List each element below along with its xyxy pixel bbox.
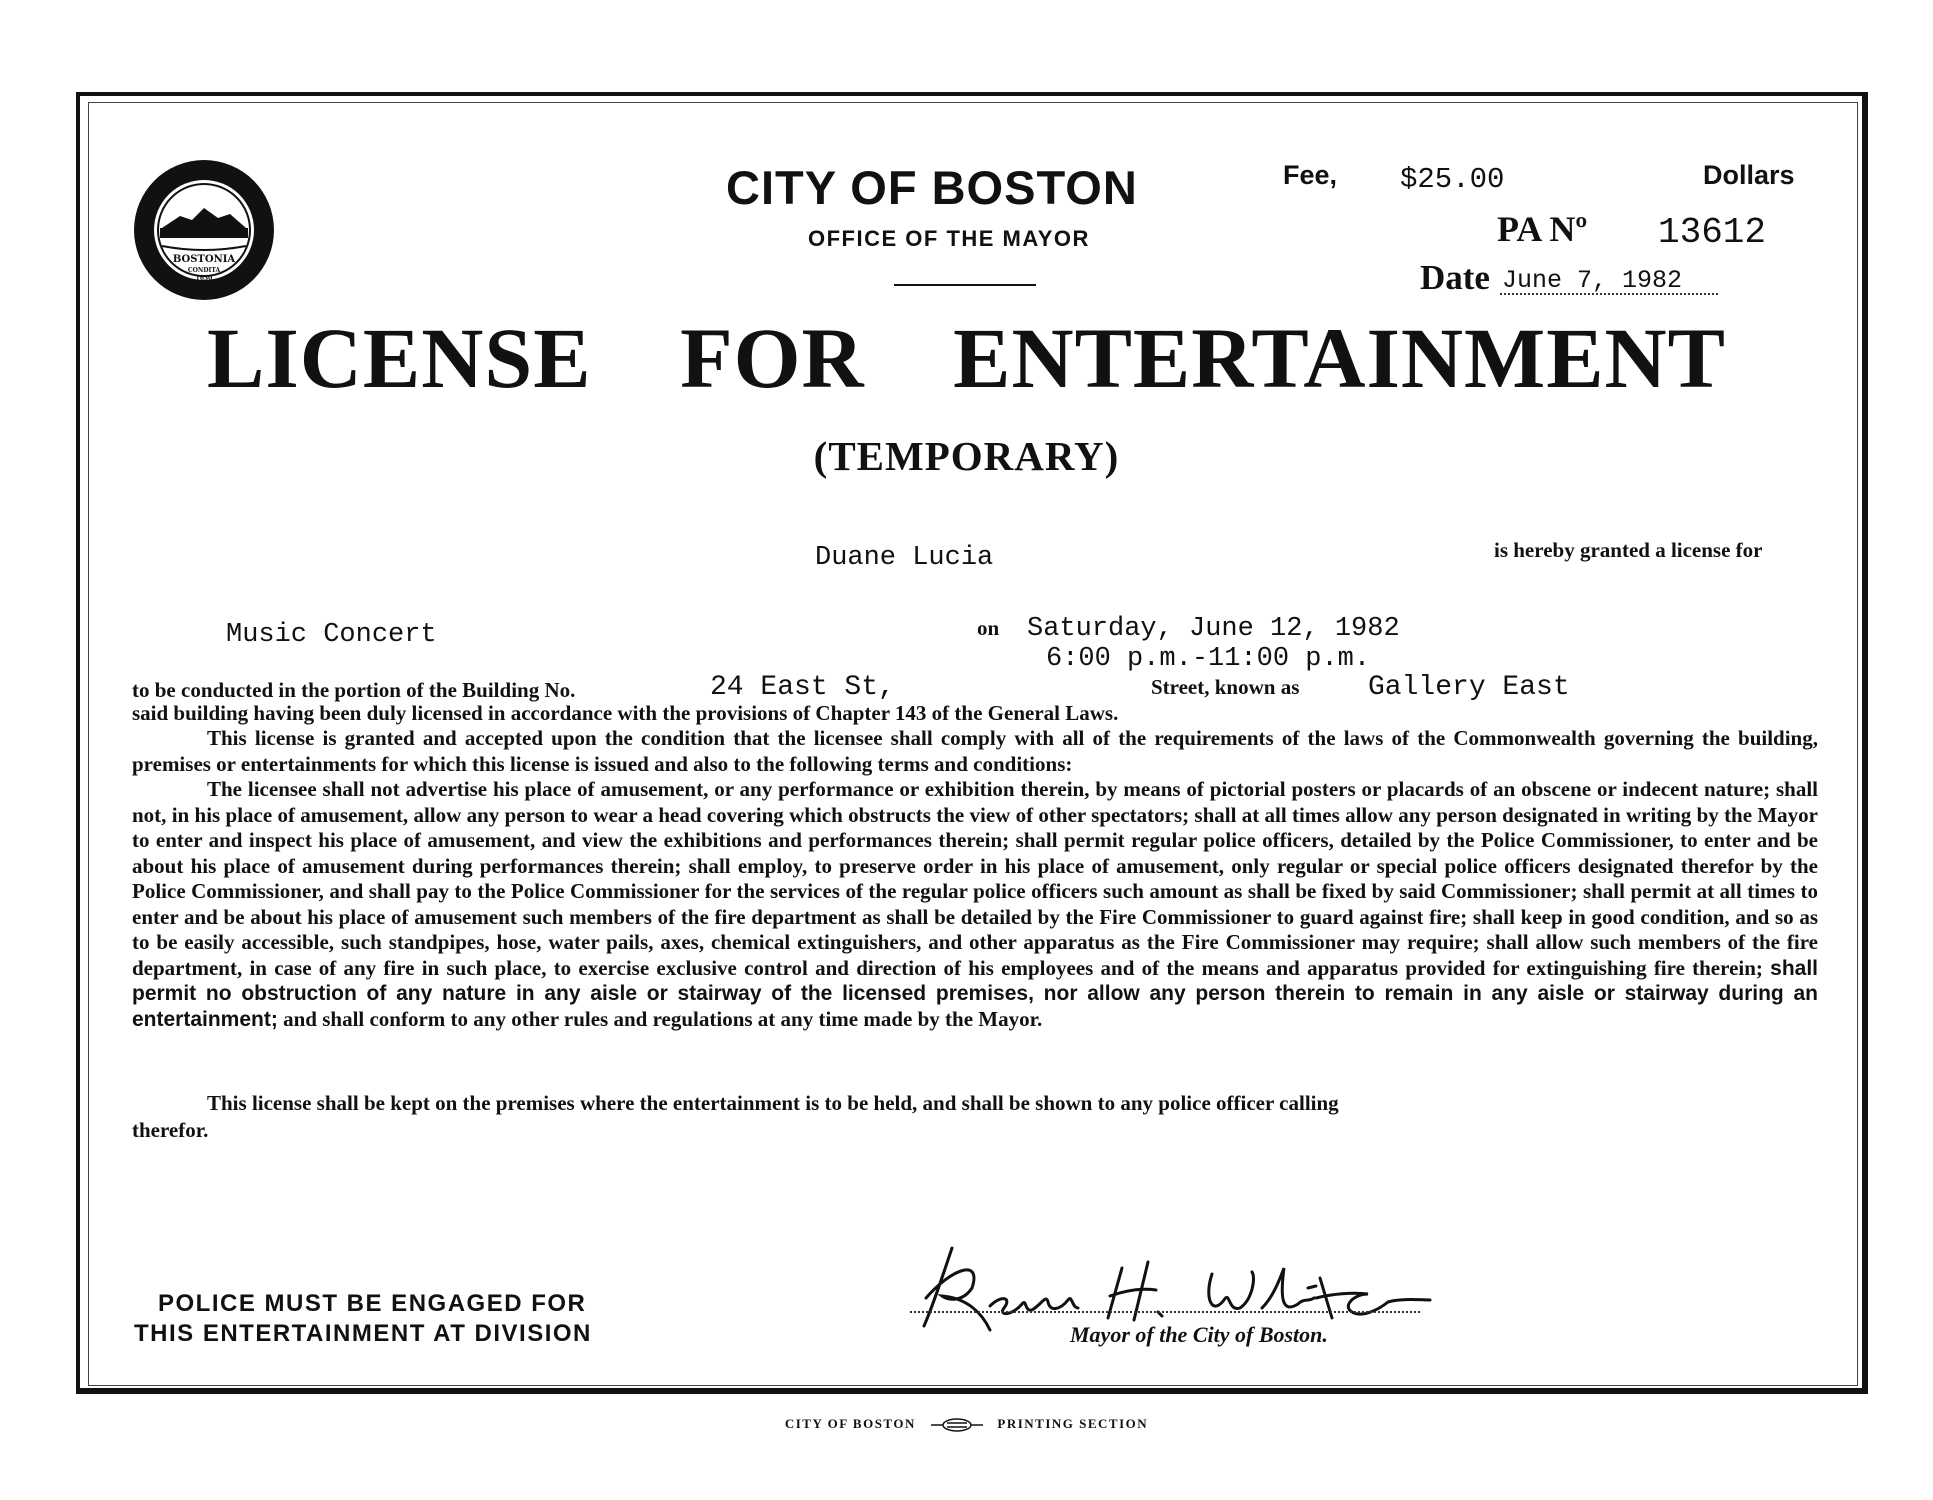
pa-number: 13612	[1658, 212, 1767, 253]
building-number: 24 East St,	[710, 672, 895, 703]
terms-body	[132, 726, 1818, 1032]
printing-right-text: PRINTING SECTION	[997, 1416, 1149, 1431]
city-seal-icon	[132, 158, 276, 302]
office-heading: OFFICE OF THE MAYOR	[808, 226, 1090, 251]
printing-credit	[0, 1416, 1933, 1432]
police-notice-line2: THIS ENTERTAINMENT AT DIVISION	[134, 1320, 592, 1347]
granted-text: is hereby granted a license for	[1494, 538, 1763, 562]
svg-text:1630: 1630	[195, 275, 213, 282]
svg-text:CONDITA: CONDITA	[187, 267, 221, 274]
pa-label: PA Nº	[1497, 209, 1588, 249]
licensed-text: said building having been duly licensed in accordance with the provisions of Chapter 143 of the General Laws.	[132, 701, 1119, 725]
terms-aisle-warning: shall permit no obstruction of any nature in any aisle or stairway of the licensed premises, nor allow any person therein to remain in any aisle or stairway during an entertainment;	[132, 956, 1818, 1031]
police-notice-line1: POLICE MUST BE ENGAGED FOR	[158, 1290, 587, 1317]
terms-closing-text: and shall conform to any other rules and regulations at any time made by the Mayor.	[283, 1006, 1043, 1031]
venue-name: Gallery East	[1368, 672, 1570, 703]
date-value: June 7, 1982	[1502, 266, 1683, 295]
fee-label: Fee,	[1283, 160, 1338, 190]
terms-paragraph-1: This license is granted and accepted upon the condition that the licensee shall comply with all of the requirements of the laws of the Commonwealth governing the building, premises or entertainments for which this license is issued and also to the following terms and conditions:	[132, 726, 1818, 776]
mayor-caption: Mayor of the City of Boston.	[1070, 1322, 1328, 1347]
event-type: Music Concert	[226, 620, 437, 650]
date-label: Date	[1420, 258, 1490, 297]
keep-on-premises	[132, 1090, 1392, 1144]
printing-left-text: CITY OF BOSTON	[784, 1416, 916, 1431]
terms-conditions-text: The licensee shall not advertise his place of amusement, or any performance or exhibition therein, by means of pictorial posters or placards of an obscene or indecent nature; shall not, in his place of amusement, allow any person to wear a head covering which obstructs the view of other spectators; shall at all times allow any person designated in writing by the Mayor to enter and inspect his place of amusement, and view the exhibitions and performances therein; shall permit regular police officers, detailed by the Police Commissioner, to enter and be about his place of amusement during performances therein; shall employ, to preserve order in his place of amusement, only regular or special police officers designated therefor by the Police Commissioner, and shall pay to the Police Commissioner for the services of the regular police officers such amount as shall be fixed by said Commissioner; shall permit at all times to enter and be about his place of amusement such members of the fire department as shall be detailed by the Fire Commissioner to guard against fire; shall keep in good condition, and so as to be easily accessible, such standpipes, hose, water pails, axes, chemical extinguishers, and other apparatus as the Fire Commissioner may require; shall allow such members of the fire department, in case of any fire in such place, to exercise exclusive control and direction of his employees and of the means and apparatus provided for extinguishing fire therein;	[132, 777, 1818, 980]
city-heading: CITY OF BOSTON	[726, 161, 1138, 214]
event-time: 6:00 p.m.-11:00 p.m.	[1046, 644, 1371, 674]
terms-paragraph-2	[132, 777, 1818, 1032]
licensee-name: Duane Lucia	[815, 543, 994, 573]
event-date: Saturday, June 12, 1982	[1027, 614, 1400, 644]
date-dotted-line	[1500, 293, 1718, 295]
dollars-label: Dollars	[1703, 160, 1795, 190]
header-rule	[894, 284, 1036, 286]
terms-paragraph-3: This license shall be kept on the premises where the entertainment is to be held, and shall be shown to any police officer calling therefor.	[132, 1091, 1339, 1142]
conducted-text: to be conducted in the portion of the Building No.	[132, 678, 576, 702]
printing-emblem-icon	[929, 1418, 985, 1432]
svg-text:BOSTONIA: BOSTONIA	[172, 254, 236, 265]
signature-dotted-line	[910, 1311, 1420, 1313]
license-title: LICENSE FOR ENTERTAINMENT	[206, 310, 1727, 406]
street-label: Street, known as	[1151, 675, 1300, 699]
on-label: on	[977, 616, 1000, 640]
license-subtitle: (TEMPORARY)	[813, 433, 1120, 479]
fee-value: $25.00	[1400, 163, 1505, 196]
